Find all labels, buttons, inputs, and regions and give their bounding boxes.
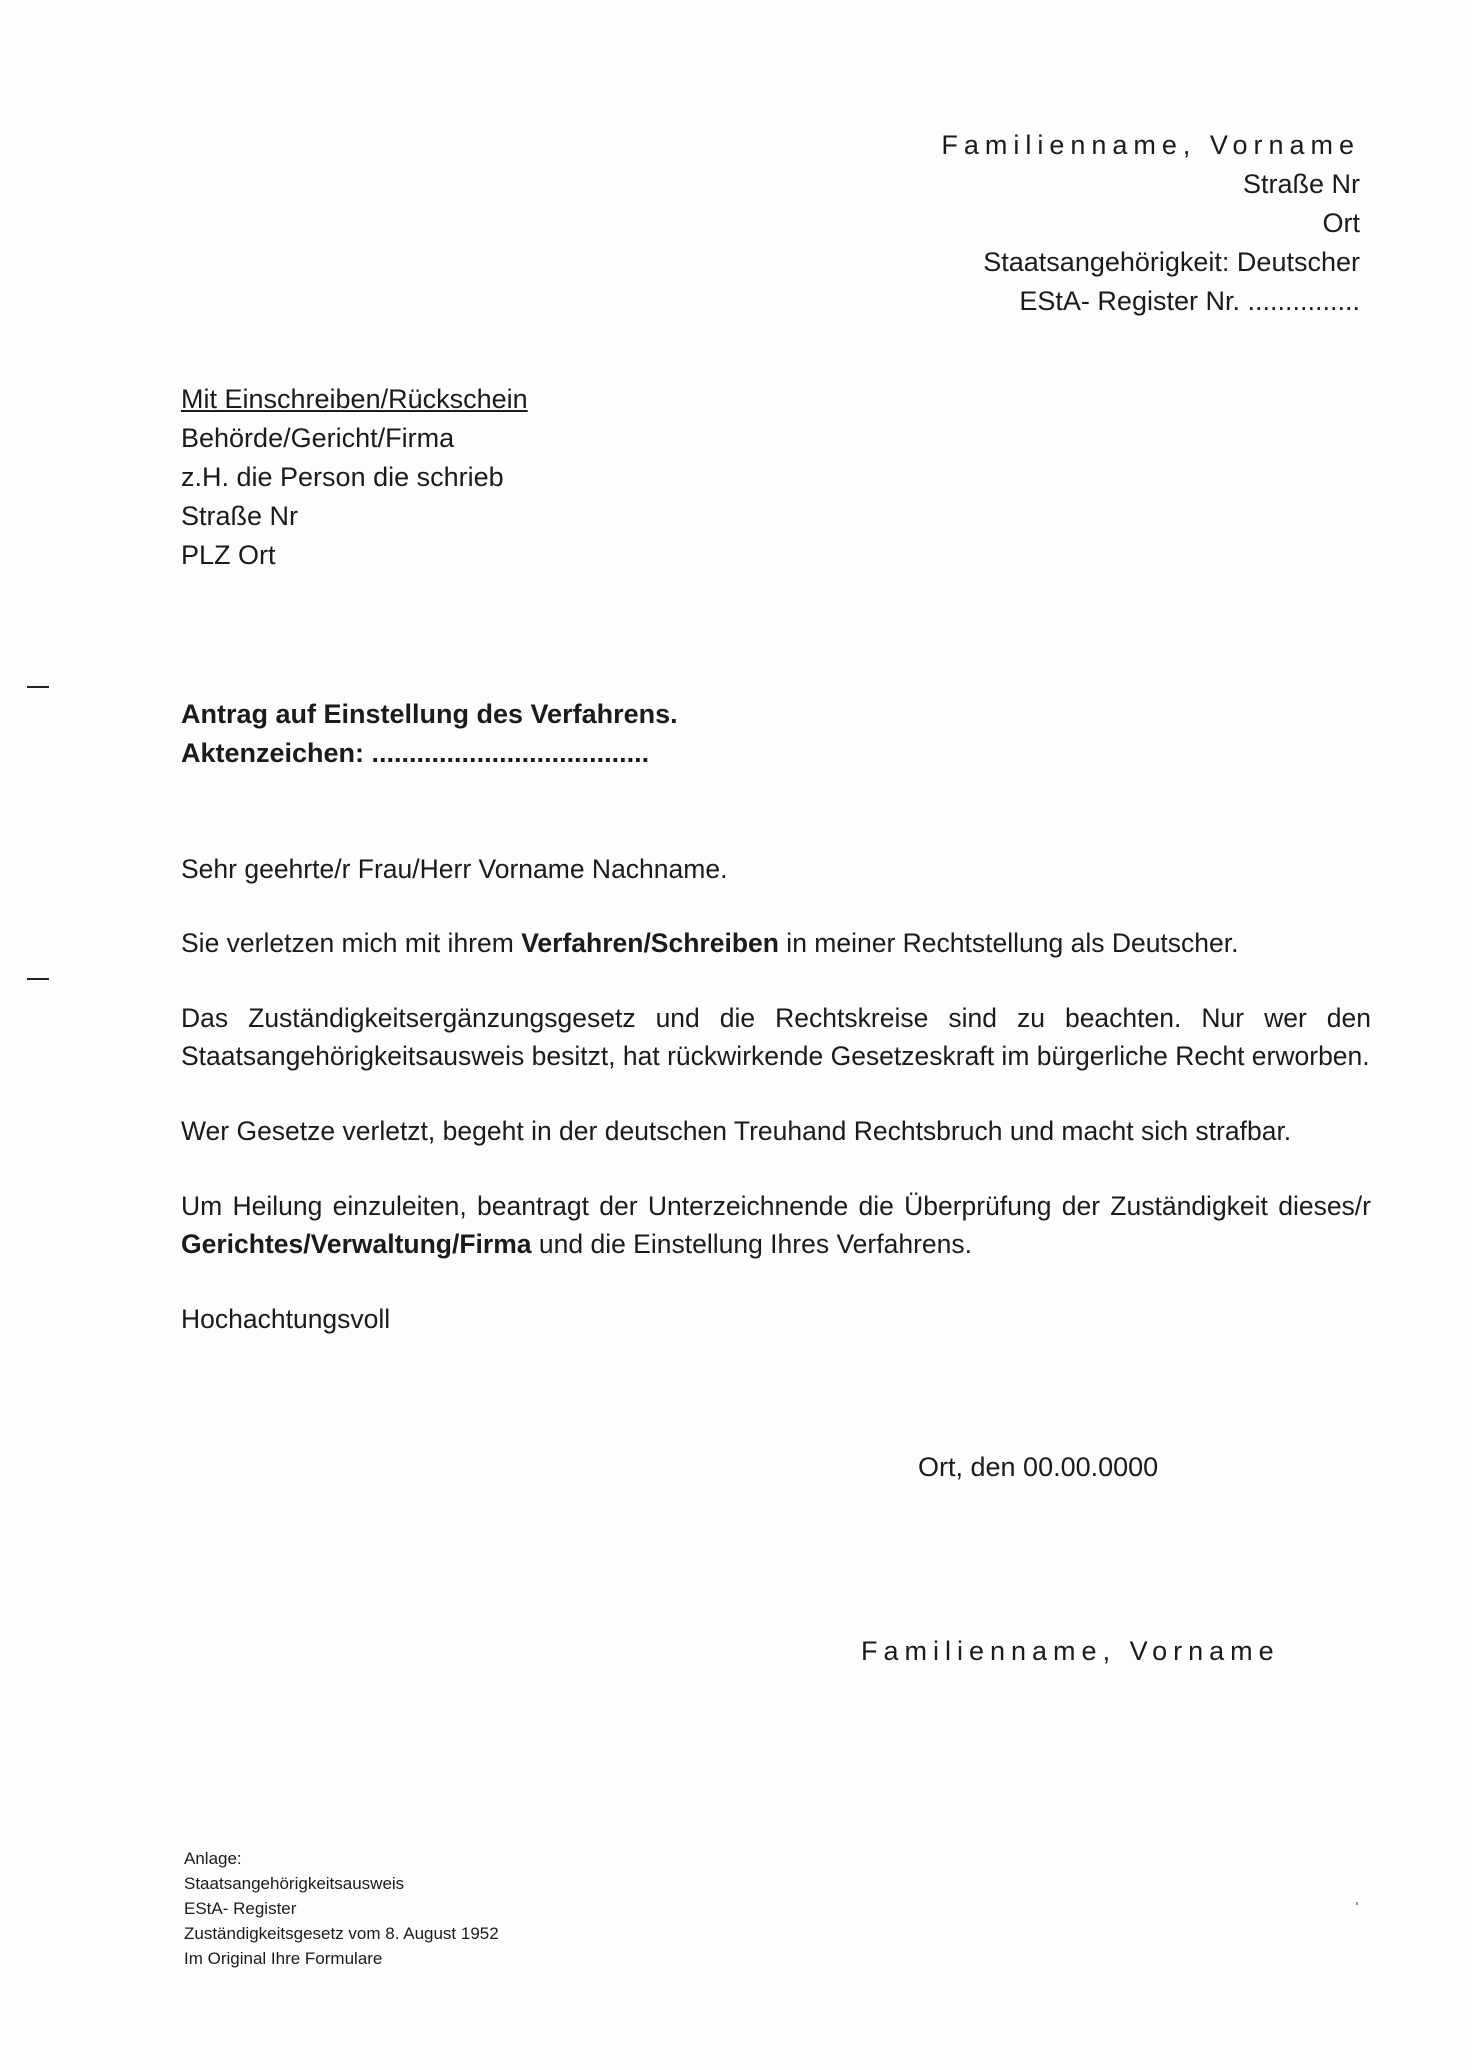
enclosures-heading: Anlage: <box>184 1849 242 1868</box>
paragraph-4-bold: Gerichtes/Verwaltung/Firma <box>181 1229 532 1259</box>
paragraph-1-bold: Verfahren/Schreiben <box>521 928 779 958</box>
paragraph-1 <box>181 924 1371 962</box>
paragraph-4-text-end: und die Einstellung Ihres Verfahrens. <box>531 1229 972 1259</box>
paragraph-3: Wer Gesetze verletzt, begeht in der deutschen Treuhand Rechtsbruch und macht sich strafbar. <box>181 1116 1292 1146</box>
sender-city: Ort <box>1322 208 1360 238</box>
paragraph-4 <box>181 1187 1371 1263</box>
subject-block <box>181 695 678 773</box>
recipient-address-block <box>181 380 528 575</box>
sender-address-block <box>941 126 1360 321</box>
closing: Hochachtungsvoll <box>181 1304 391 1334</box>
paragraph-1-text-end: in meiner Rechtstellung als Deutscher. <box>778 928 1239 958</box>
recipient-street: Straße Nr <box>181 501 299 531</box>
signature-name: Familienname, Vorname <box>861 1636 1280 1666</box>
letter-body <box>181 850 1371 1338</box>
paragraph-4-text-start: Um Heilung einzuleiten, beantragt der Unterzeichnende die Überprüfung der Zuständigkeit dieses/r <box>181 1191 1371 1221</box>
sender-name: Familienname, Vorname <box>941 130 1360 160</box>
enclosure-item: Im Original Ihre Formulare <box>184 1949 383 1968</box>
enclosure-item: Staatsangehörigkeitsausweis <box>184 1874 405 1893</box>
fold-mark-lower <box>27 978 49 980</box>
sender-register-number: EStA- Register Nr. ............... <box>1019 286 1360 316</box>
enclosure-item: Zuständigkeitsgesetz vom 8. August 1952 <box>184 1924 499 1943</box>
place-date: Ort, den 00.00.0000 <box>918 1452 1159 1482</box>
subject-reference: Aktenzeichen: ..................................... <box>181 738 650 768</box>
sender-citizenship: Staatsangehörigkeit: Deutscher <box>983 247 1360 277</box>
scan-speck <box>1356 1902 1358 1905</box>
subject-title: Antrag auf Einstellung des Verfahrens. <box>181 699 678 729</box>
salutation: Sehr geehrte/r Frau/Herr Vorname Nachname. <box>181 854 728 884</box>
recipient-organization: Behörde/Gericht/Firma <box>181 423 455 453</box>
enclosure-item: EStA- Register <box>184 1899 297 1918</box>
fold-mark-upper <box>27 686 49 688</box>
enclosures-block <box>184 1846 499 1971</box>
sender-street: Straße Nr <box>1242 169 1360 199</box>
paragraph-2: Das Zuständigkeitsergänzungsgesetz und die Rechtskreise sind zu beachten. Nur wer den Staatsangehörigkeitsausweis besitzt, hat rückwirkende Gesetzeskraft im bürgerliche Recht erworben. <box>181 1003 1371 1071</box>
paragraph-1-text-start: Sie verletzen mich mit ihrem <box>181 928 522 958</box>
recipient-city: PLZ Ort <box>181 540 276 570</box>
recipient-attention: z.H. die Person die schrieb <box>181 462 504 492</box>
delivery-method: Mit Einschreiben/Rückschein <box>181 384 528 414</box>
